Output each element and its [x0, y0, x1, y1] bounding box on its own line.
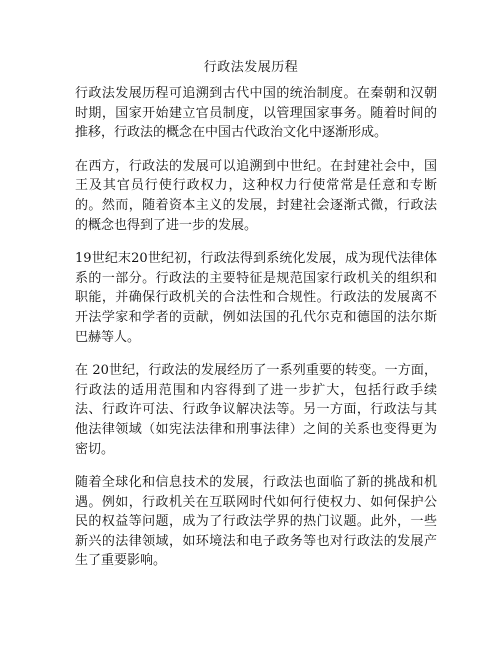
paragraph-3: 19世纪末20世纪初，行政法得到系统化发展，成为现代法律体系的一部分。行政法的主要特征是规范国家行政机关的组织和职能，并确保行政机关的合法性和合规性。行政法的发展离不开法学家和学者的贡献，例如法国的孔代尔克和德国的法尔斯巴赫等人。 [75, 251, 437, 345]
document-body [75, 84, 437, 585]
paragraph-2: 在西方，行政法的发展可以追溯到中世纪。在封建社会中，国王及其官员行使行政权力，这种权力行使常常是任意和专断的。然而，随着资本主义的发展，封建社会逐渐式微，行政法的概念也得到了进一步的发展。 [75, 158, 437, 233]
paragraph-1: 行政法发展历程可追溯到古代中国的统治制度。在秦朝和汉朝时期，国家开始建立官员制度，以管理国家事务。随着时间的推移，行政法的概念在中国古代政治文化中逐渐形成。 [75, 86, 437, 141]
paragraph-5: 随着全球化和信息技术的发展，行政法也面临了新的挑战和机遇。例如，行政机关在互联网时代如何行使权力、如何保护公民的权益等问题，成为了行政法学界的热门议题。此外，一些新兴的法律领域，如环境法和电子政务等也对行政法的发展产生了重要影响。 [75, 475, 437, 569]
document-title: 行政法发展历程 [203, 60, 299, 75]
paragraph-4: 在 20世纪，行政法的发展经历了一系列重要的转变。一方面，行政法的适用范围和内容得到了进一步扩大，包括行政手续法、行政许可法、行政争议解决法等。另一方面，行政法与其他法律领域（如宪法法律和刑事法律）之间的关系也变得更为密切。 [75, 363, 437, 457]
